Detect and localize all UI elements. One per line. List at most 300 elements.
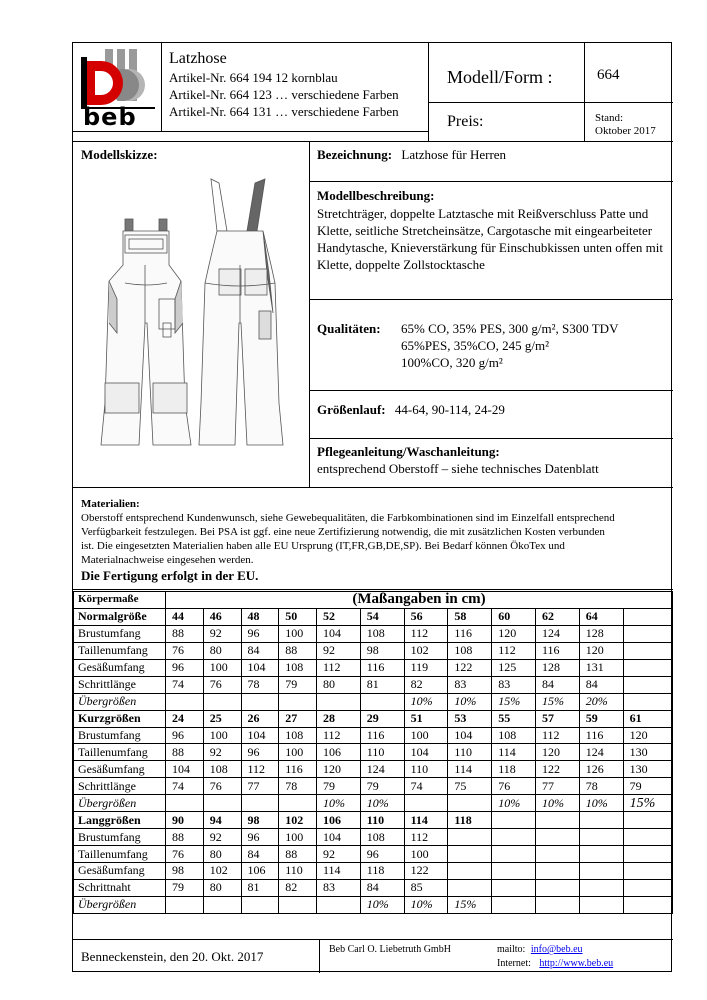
size-row-label: Brustumfang (74, 625, 166, 642)
modell-label: Modell/Form : (447, 67, 553, 87)
size-cell: 124 (579, 744, 623, 761)
size-cell: 100 (279, 744, 317, 761)
size-table-row (74, 710, 673, 727)
size-cell: 92 (203, 625, 241, 642)
size-cell: 116 (360, 659, 404, 676)
size-cell: 76 (203, 676, 241, 693)
size-row-label: Langgrößen (74, 812, 166, 829)
size-cell: 126 (579, 761, 623, 778)
size-cell (623, 829, 672, 846)
size-cell: 112 (404, 829, 448, 846)
size-cell: 94 (203, 812, 241, 829)
size-cell: 80 (203, 846, 241, 863)
brand-text: beb (83, 103, 137, 131)
size-cell: 84 (535, 676, 579, 693)
size-cell: 84 (579, 676, 623, 693)
size-cell: 114 (448, 761, 492, 778)
size-table-row (74, 778, 673, 795)
size-cell (448, 829, 492, 846)
size-cell: 100 (279, 829, 317, 846)
size-cell (623, 642, 672, 659)
materialien-line-2: Verfügbarkeit festzulegen. Bei PSA ist ggf. eine neue Zertifizierung notwendig, die mit zusätzlichen Kosten verbunden (81, 526, 605, 538)
size-cell: 125 (492, 659, 536, 676)
size-cell (166, 795, 204, 812)
size-cell: 60 (492, 608, 536, 625)
beschreibung-text: Stretchträger, doppelte Latztasche mit Reißverschluss Patte und Klette, seitliche Stretcheinsätze, Cargotasche mit eingearbeiteter Handytasche, Knieverstärkung für Einschubkissen unten offen mit Klette, doppelte Zollstocktasche (317, 206, 663, 272)
size-row-label: Kurzgrößen (74, 710, 166, 727)
size-cell: 78 (241, 676, 279, 693)
size-table-row (74, 829, 673, 846)
size-cell (623, 659, 672, 676)
size-cell: 98 (166, 863, 204, 880)
size-cell (317, 896, 361, 913)
size-cell: 120 (492, 625, 536, 642)
qualitaet-3: 100%CO, 320 g/m² (401, 355, 503, 370)
size-cell (166, 896, 204, 913)
size-cell: 10% (404, 693, 448, 710)
size-cell: 108 (203, 761, 241, 778)
stand-label: Stand: (595, 112, 624, 124)
size-cell: 15% (492, 693, 536, 710)
size-table-title-row (74, 592, 673, 609)
size-cell: 98 (241, 812, 279, 829)
size-cell: 114 (492, 744, 536, 761)
size-cell (492, 879, 536, 896)
size-table-row (74, 659, 673, 676)
beschreibung-label: Modellbeschreibung: (317, 188, 435, 203)
size-cell: 29 (360, 710, 404, 727)
size-cell: 116 (448, 625, 492, 642)
qualitaeten-label: Qualitäten: (317, 321, 381, 336)
size-cell: 108 (492, 727, 536, 744)
overall-sketch (87, 173, 309, 453)
size-cell (535, 812, 579, 829)
size-cell (241, 795, 279, 812)
size-row-label: Taillenumfang (74, 846, 166, 863)
size-cell: 58 (448, 608, 492, 625)
size-cell: 79 (166, 879, 204, 896)
size-cell: 57 (535, 710, 579, 727)
size-cell (166, 693, 204, 710)
size-cell (203, 896, 241, 913)
size-cell (623, 608, 672, 625)
size-cell: 88 (166, 744, 204, 761)
size-cell: 130 (623, 761, 672, 778)
size-cell: 28 (317, 710, 361, 727)
size-cell: 51 (404, 710, 448, 727)
size-table-row (74, 693, 673, 710)
size-cell: 78 (579, 778, 623, 795)
size-cell: 96 (241, 625, 279, 642)
size-cell: 120 (579, 642, 623, 659)
size-cell (623, 693, 672, 710)
size-cell (623, 863, 672, 880)
size-cell: 27 (279, 710, 317, 727)
size-cell (579, 896, 623, 913)
size-cell (448, 846, 492, 863)
qualitaet-1: 65% CO, 35% PES, 300 g/m², S300 TDV (401, 321, 619, 336)
size-row-label: Übergrößen (74, 693, 166, 710)
size-cell: 79 (279, 676, 317, 693)
size-cell: 44 (166, 608, 204, 625)
size-cell: 118 (360, 863, 404, 880)
size-cell: 50 (279, 608, 317, 625)
size-cell: 112 (317, 659, 361, 676)
size-cell (623, 879, 672, 896)
size-cell: 96 (166, 659, 204, 676)
size-cell: 122 (535, 761, 579, 778)
size-row-label: Schrittlänge (74, 778, 166, 795)
size-cell: 79 (623, 778, 672, 795)
size-cell: 100 (279, 625, 317, 642)
size-cell: 61 (623, 710, 672, 727)
size-cell: 52 (317, 608, 361, 625)
size-cell: 15% (448, 896, 492, 913)
materialien-label: Materialien: (81, 498, 140, 510)
size-row-label: Brustumfang (74, 727, 166, 744)
size-cell: 10% (579, 795, 623, 812)
size-cell: 98 (360, 642, 404, 659)
size-cell: 106 (317, 744, 361, 761)
size-cell: 10% (404, 896, 448, 913)
size-cell: 118 (492, 761, 536, 778)
sketch-label: Modellskizze: (81, 147, 158, 162)
size-cell: 92 (203, 829, 241, 846)
size-table-row (74, 846, 673, 863)
size-cell: 80 (203, 879, 241, 896)
size-cell: 48 (241, 608, 279, 625)
size-cell: 100 (203, 659, 241, 676)
size-cell: 120 (623, 727, 672, 744)
size-row-label: Taillenumfang (74, 642, 166, 659)
size-cell: 15% (535, 693, 579, 710)
size-cell: 54 (360, 608, 404, 625)
size-cell (203, 693, 241, 710)
size-cell: 131 (579, 659, 623, 676)
size-table-row (74, 795, 673, 812)
size-table-row (74, 676, 673, 693)
size-cell: 124 (360, 761, 404, 778)
size-cell: 112 (492, 642, 536, 659)
size-cell: 74 (404, 778, 448, 795)
stand-value: Oktober 2017 (595, 125, 656, 137)
place-date: Benneckenstein, den 20. Okt. 2017 (81, 949, 264, 964)
size-cell: 85 (404, 879, 448, 896)
size-cell: 56 (404, 608, 448, 625)
size-cell: 119 (404, 659, 448, 676)
size-cell: 100 (404, 727, 448, 744)
size-cell: 104 (448, 727, 492, 744)
size-cell: 64 (579, 608, 623, 625)
size-cell (279, 896, 317, 913)
size-cell: 96 (241, 744, 279, 761)
internet-row (497, 958, 613, 969)
bezeichnung-row (317, 147, 506, 163)
size-cell (203, 795, 241, 812)
size-row-label: Übergrößen (74, 896, 166, 913)
size-cell: 74 (166, 778, 204, 795)
article-line-3: Artikel-Nr. 664 131 … verschiedene Farben (169, 104, 399, 119)
size-cell: 110 (279, 863, 317, 880)
size-cell: 122 (448, 659, 492, 676)
size-table-row (74, 761, 673, 778)
size-cell: 20% (579, 693, 623, 710)
size-cell: 110 (448, 744, 492, 761)
size-cell: 84 (241, 846, 279, 863)
size-cell: 78 (279, 778, 317, 795)
modell-value: 664 (597, 67, 620, 83)
size-cell (579, 879, 623, 896)
size-table-row (74, 812, 673, 829)
size-cell: 116 (579, 727, 623, 744)
size-cell: 77 (241, 778, 279, 795)
size-cell: 102 (404, 642, 448, 659)
size-cell: 92 (317, 846, 361, 863)
article-line-1: Artikel-Nr. 664 194 12 kornblau (169, 70, 338, 85)
size-cell: 104 (317, 829, 361, 846)
size-cell (579, 829, 623, 846)
size-cell: 108 (360, 829, 404, 846)
size-cell: 81 (360, 676, 404, 693)
size-cell: 130 (623, 744, 672, 761)
size-table-row (74, 744, 673, 761)
size-cell: 77 (535, 778, 579, 795)
size-cell: 10% (360, 896, 404, 913)
size-cell: 88 (166, 625, 204, 642)
size-cell: 120 (317, 761, 361, 778)
size-cell: 112 (404, 625, 448, 642)
size-row-label: Taillenumfang (74, 744, 166, 761)
size-cell (492, 846, 536, 863)
qualitaet-2: 65%PES, 35%CO, 245 g/m² (401, 338, 549, 353)
size-cell: 110 (360, 812, 404, 829)
size-cell: 108 (360, 625, 404, 642)
size-cell: 108 (279, 659, 317, 676)
materialien-line-4: Materialnachweise eingesehen werden. (81, 554, 254, 566)
size-cell: 100 (404, 846, 448, 863)
size-cell: 25 (203, 710, 241, 727)
size-cell: 128 (579, 625, 623, 642)
size-cell: 122 (404, 863, 448, 880)
size-cell: 106 (241, 863, 279, 880)
size-cell: 62 (535, 608, 579, 625)
size-row-label: Normalgröße (74, 608, 166, 625)
size-cell: 79 (317, 778, 361, 795)
materialien-line-3: ist. Die eingesetzten Materialien haben alle EU Ursprung (IT,FR,GB,DE,SP). Bei Bedarf können ÖkoTex und (81, 540, 565, 552)
size-cell: 76 (492, 778, 536, 795)
size-cell (535, 896, 579, 913)
size-cell: 10% (535, 795, 579, 812)
size-cell: 76 (203, 778, 241, 795)
size-cell: 74 (166, 676, 204, 693)
beb-logo (81, 49, 155, 129)
size-cell (579, 863, 623, 880)
size-cell: 10% (492, 795, 536, 812)
size-cell: 102 (203, 863, 241, 880)
size-row-label: Schrittnaht (74, 879, 166, 896)
size-cell (492, 896, 536, 913)
size-cell: 102 (279, 812, 317, 829)
size-cell (317, 693, 361, 710)
size-table-row (74, 863, 673, 880)
article-line-2: Artikel-Nr. 664 123 … verschiedene Farben (169, 87, 399, 102)
size-cell: 128 (535, 659, 579, 676)
size-cell: 104 (317, 625, 361, 642)
size-cell: 84 (241, 642, 279, 659)
koerpermasse-label: Körpermaße (74, 592, 166, 609)
size-cell (623, 896, 672, 913)
size-row-label: Schrittlänge (74, 676, 166, 693)
size-cell: 118 (448, 812, 492, 829)
size-cell: 96 (241, 829, 279, 846)
size-cell: 82 (404, 676, 448, 693)
size-cell (279, 795, 317, 812)
size-cell: 104 (404, 744, 448, 761)
groessenlauf-value: 44-64, 90-114, 24-29 (394, 402, 505, 417)
size-cell: 76 (166, 846, 204, 863)
size-cell (623, 812, 672, 829)
size-cell (360, 693, 404, 710)
size-cell: 104 (241, 727, 279, 744)
size-cell (535, 879, 579, 896)
size-cell: 80 (317, 676, 361, 693)
back-view (199, 179, 283, 445)
size-table-row (74, 879, 673, 896)
size-cell: 88 (279, 642, 317, 659)
size-cell: 83 (317, 879, 361, 896)
size-cell (623, 676, 672, 693)
company-name: Beb Carl O. Liebetruth GmbH (329, 944, 451, 955)
bezeichnung-label: Bezeichnung: (317, 147, 393, 162)
size-cell: 106 (317, 812, 361, 829)
size-cell: 10% (448, 693, 492, 710)
size-cell: 81 (241, 879, 279, 896)
size-cell (448, 879, 492, 896)
bezeichnung-value: Latzhose für Herren (401, 147, 507, 162)
size-cell (492, 829, 536, 846)
massangaben-label: (Maßangaben in cm) (166, 592, 673, 609)
size-cell: 59 (579, 710, 623, 727)
size-cell: 110 (360, 744, 404, 761)
size-row-label: Gesäßumfang (74, 659, 166, 676)
size-cell (279, 693, 317, 710)
size-table-row (74, 625, 673, 642)
groessenlauf-label: Größenlauf: (317, 402, 386, 417)
size-cell: 104 (166, 761, 204, 778)
size-cell (241, 896, 279, 913)
size-cell (623, 625, 672, 642)
size-cell (492, 812, 536, 829)
front-view (101, 219, 191, 445)
size-cell: 84 (360, 879, 404, 896)
mail-row (497, 944, 583, 955)
size-cell (241, 693, 279, 710)
size-cell: 110 (404, 761, 448, 778)
size-cell (579, 846, 623, 863)
size-cell: 53 (448, 710, 492, 727)
size-table-row (74, 727, 673, 744)
size-table (73, 591, 673, 914)
size-cell (535, 863, 579, 880)
product-title: Latzhose (169, 50, 227, 67)
mail-link[interactable]: info@beb.eu (530, 944, 583, 955)
size-cell: 88 (279, 846, 317, 863)
size-cell: 96 (166, 727, 204, 744)
size-cell: 108 (279, 727, 317, 744)
size-row-label: Brustumfang (74, 829, 166, 846)
size-table-row (74, 896, 673, 913)
size-cell: 114 (404, 812, 448, 829)
size-cell: 79 (360, 778, 404, 795)
internet-link[interactable]: http://www.beb.eu (539, 958, 614, 969)
size-cell: 24 (166, 710, 204, 727)
size-cell (579, 812, 623, 829)
pflege-label: Pflegeanleitung/Waschanleitung: (317, 444, 500, 459)
size-cell: 112 (317, 727, 361, 744)
size-cell: 92 (317, 642, 361, 659)
size-cell: 46 (203, 608, 241, 625)
fertigung-note: Die Fertigung erfolgt in der EU. (81, 568, 259, 583)
size-table-row (74, 608, 673, 625)
size-cell: 96 (360, 846, 404, 863)
size-cell: 124 (535, 625, 579, 642)
pflege-value: entsprechend Oberstoff – siehe technisches Datenblatt (317, 461, 599, 476)
size-cell: 55 (492, 710, 536, 727)
size-cell (535, 846, 579, 863)
size-cell: 116 (279, 761, 317, 778)
size-cell: 26 (241, 710, 279, 727)
size-cell: 112 (535, 727, 579, 744)
size-cell: 90 (166, 812, 204, 829)
size-row-label: Gesäßumfang (74, 761, 166, 778)
size-cell: 100 (203, 727, 241, 744)
size-cell: 75 (448, 778, 492, 795)
size-cell: 83 (492, 676, 536, 693)
size-cell (623, 846, 672, 863)
internet-label: Internet: (497, 958, 531, 969)
size-row-label: Gesäßumfang (74, 863, 166, 880)
size-cell: 15% (623, 795, 672, 812)
size-cell: 10% (360, 795, 404, 812)
size-cell: 82 (279, 879, 317, 896)
size-cell: 114 (317, 863, 361, 880)
groessenlauf-row (317, 402, 505, 418)
size-cell: 104 (241, 659, 279, 676)
size-cell: 10% (317, 795, 361, 812)
size-cell (492, 863, 536, 880)
data-sheet (72, 42, 672, 972)
size-cell: 116 (360, 727, 404, 744)
size-cell: 120 (535, 744, 579, 761)
size-cell: 112 (241, 761, 279, 778)
mail-label: mailto: (497, 944, 526, 955)
size-cell: 83 (448, 676, 492, 693)
size-cell: 116 (535, 642, 579, 659)
size-cell (404, 795, 448, 812)
size-cell (535, 829, 579, 846)
size-row-label: Übergrößen (74, 795, 166, 812)
size-cell (448, 795, 492, 812)
preis-label: Preis: (447, 113, 484, 130)
size-cell (448, 863, 492, 880)
size-cell: 92 (203, 744, 241, 761)
size-cell: 80 (203, 642, 241, 659)
size-cell: 108 (448, 642, 492, 659)
materialien-line-1: Oberstoff entsprechend Kundenwunsch, siehe Gewebequalitäten, die Farbkombinationen sind im Einzelfall entsprechend (81, 512, 615, 524)
size-table-row (74, 642, 673, 659)
size-cell: 88 (166, 829, 204, 846)
size-cell: 76 (166, 642, 204, 659)
